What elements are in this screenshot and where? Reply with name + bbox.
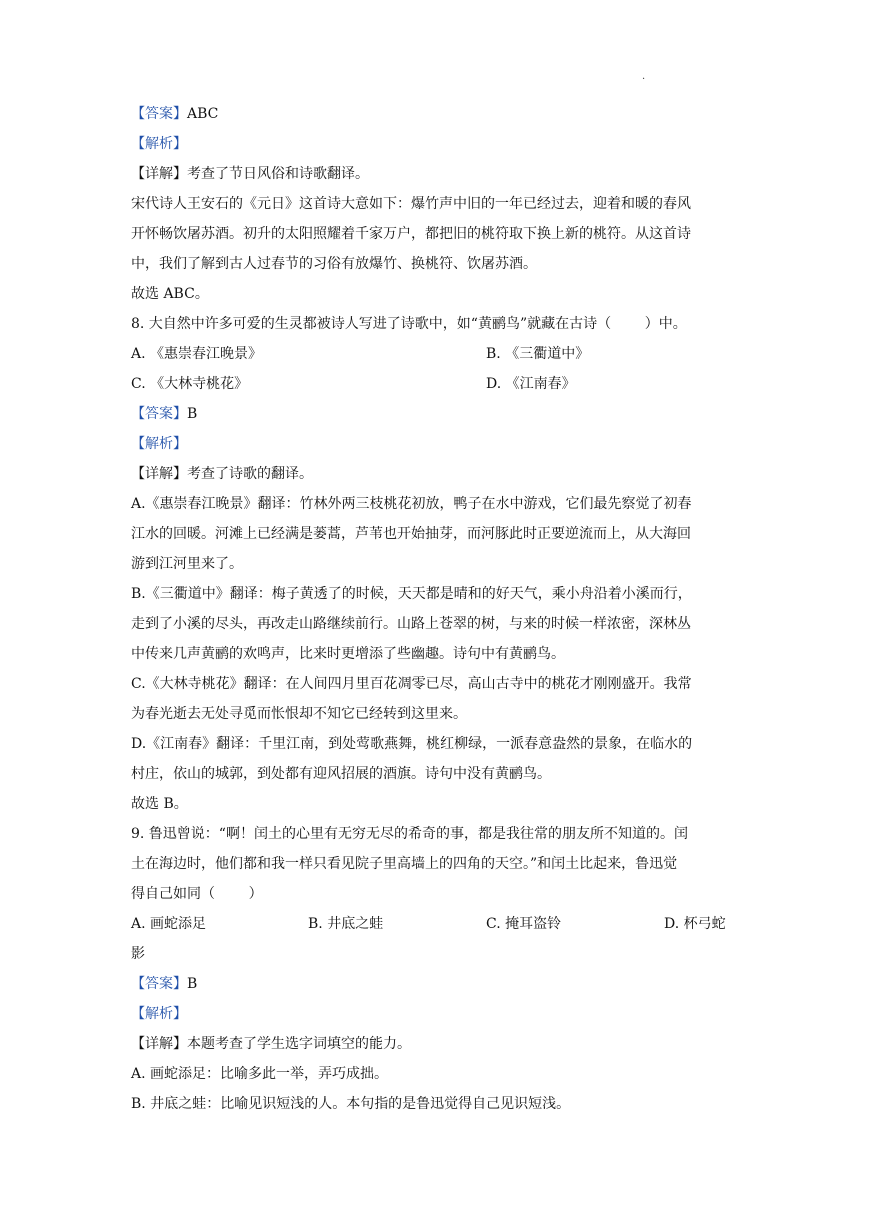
answer-tag: 【答案】: [131, 976, 187, 992]
q8-stem: [131, 314, 687, 334]
answer-value: ABC: [187, 106, 219, 122]
detail-tag: 【详解】: [131, 1036, 187, 1052]
q9-option-b: B. 井底之蛙: [308, 916, 384, 932]
answer-tag: 【答案】: [131, 406, 187, 422]
q9-explain-line: B. 井底之蛙：比喻见识短浅的人。本句指的是鲁迅觉得自己见识短浅。: [131, 1096, 571, 1112]
q9-answer: [131, 974, 197, 994]
q8-explain-line: B.《三衢道中》翻译：梅子黄透了的时候，天天都是晴和的好天气，乘小舟沿着小溪而行，: [131, 586, 692, 602]
q8-explain-line: C.《大林寺桃花》翻译：在人间四月里百花凋零已尽，高山古寺中的桃花才刚刚盛开。我常: [131, 676, 692, 692]
q8-answer: [131, 404, 197, 424]
header-mark: ·: [642, 74, 646, 85]
answer-tag: 【答案】: [131, 106, 187, 122]
analysis-tag: 【解析】: [131, 136, 187, 152]
q9-option-c: C. 掩耳盗铃: [486, 916, 562, 932]
q8-conclusion: 故选 B。: [131, 796, 188, 812]
q7-para-line: 中，我们了解到古人过春节的习俗有放爆竹、换桃符、饮屠苏酒。: [131, 256, 537, 272]
detail-text: 本题考查了学生选字词填空的能力。: [187, 1036, 411, 1052]
q8-explain-line: 中传来几声黄鹂的欢鸣声，比来时更增添了些幽趣。诗句中有黄鹂鸟。: [131, 646, 565, 662]
q9-analysis: [131, 1004, 187, 1024]
q8-option-a: A. 《惠崇春江晚景》: [131, 346, 263, 362]
q7-conclusion: 故选 ABC。: [131, 286, 209, 302]
q9-explain-line: A. 画蛇添足：比喻多此一举，弄巧成拙。: [131, 1066, 389, 1082]
answer-value: B: [187, 976, 198, 992]
q8-explain-line: 江水的回暖。河滩上已经满是蒌蒿，芦苇也开始抽芽，而河豚此时正要逆流而上，从大海回: [131, 526, 691, 542]
q8-explain-line: 走到了小溪的尽头，再改走山路继续前行。山路上苍翠的树，与来的时候一样浓密，深林丛: [131, 616, 691, 632]
q8-detail: [131, 464, 313, 484]
detail-text: 考查了诗歌的翻译。: [187, 466, 313, 482]
q8-explain-line: 村庄，依山的城郭，到处都有迎风招展的酒旗。诗句中没有黄鹂鸟。: [131, 766, 551, 782]
q9-option-a: A. 画蛇添足: [131, 916, 207, 932]
answer-value: B: [187, 406, 198, 422]
q9-stem-text: 得自己如同（: [131, 886, 215, 902]
q9-stem-line: 9. 鲁迅曾说：“啊！闰土的心里有无穷无尽的希奇的事，都是我往常的朋友所不知道的。闰: [131, 826, 688, 842]
q9-option-d-wrap: 影: [131, 946, 145, 962]
q7-para-line: 宋代诗人王安石的《元日》这首诗大意如下：爆竹声中旧的一年已经过去，迎着和暖的春风: [131, 196, 691, 212]
q8-explain-line: 游到江河里来了。: [131, 556, 243, 572]
q8-explain-line: A.《惠崇春江晚景》翻译：竹林外两三枝桃花初放，鸭子在水中游戏，它们最先察觉了初春: [131, 496, 692, 512]
q7-answer: [131, 104, 218, 124]
q8-stem-end: ）中。: [644, 316, 687, 332]
q9-stem-line: 土在海边时，他们都和我一样只看见院子里高墙上的四角的天空。”和闰土比起来，鲁迅觉: [131, 856, 678, 872]
analysis-tag: 【解析】: [131, 436, 187, 452]
q7-analysis: [131, 134, 187, 154]
q9-stem-last: [131, 884, 263, 904]
q8-stem-text: 8. 大自然中许多可爱的生灵都被诗人写进了诗歌中，如“黄鹂鸟”就藏在古诗（: [131, 316, 612, 332]
q8-explain-line: 为春光逝去无处寻觅而怅恨却不知它已经转到这里来。: [131, 706, 467, 722]
q7-para-line: 开怀畅饮屠苏酒。初升的太阳照耀着千家万户，都把旧的桃符取下换上新的桃符。从这首诗: [131, 226, 691, 242]
detail-tag: 【详解】: [131, 166, 187, 182]
q8-explain-line: D.《江南春》翻译：千里江南，到处莺歌燕舞，桃红柳绿，一派春意盎然的景象，在临水的: [131, 736, 693, 752]
q7-detail: [131, 164, 369, 184]
q9-option-d: D. 杯弓蛇: [664, 916, 726, 932]
q8-option-b: B. 《三衢道中》: [486, 346, 590, 362]
q8-option-d: D. 《江南春》: [486, 376, 576, 392]
analysis-tag: 【解析】: [131, 1006, 187, 1022]
q8-analysis: [131, 434, 187, 454]
detail-text: 考查了节日风俗和诗歌翻译。: [187, 166, 369, 182]
q9-detail: [131, 1034, 411, 1054]
detail-tag: 【详解】: [131, 466, 187, 482]
q9-stem-end: ）: [248, 886, 263, 902]
q8-option-c: C. 《大林寺桃花》: [131, 376, 249, 392]
